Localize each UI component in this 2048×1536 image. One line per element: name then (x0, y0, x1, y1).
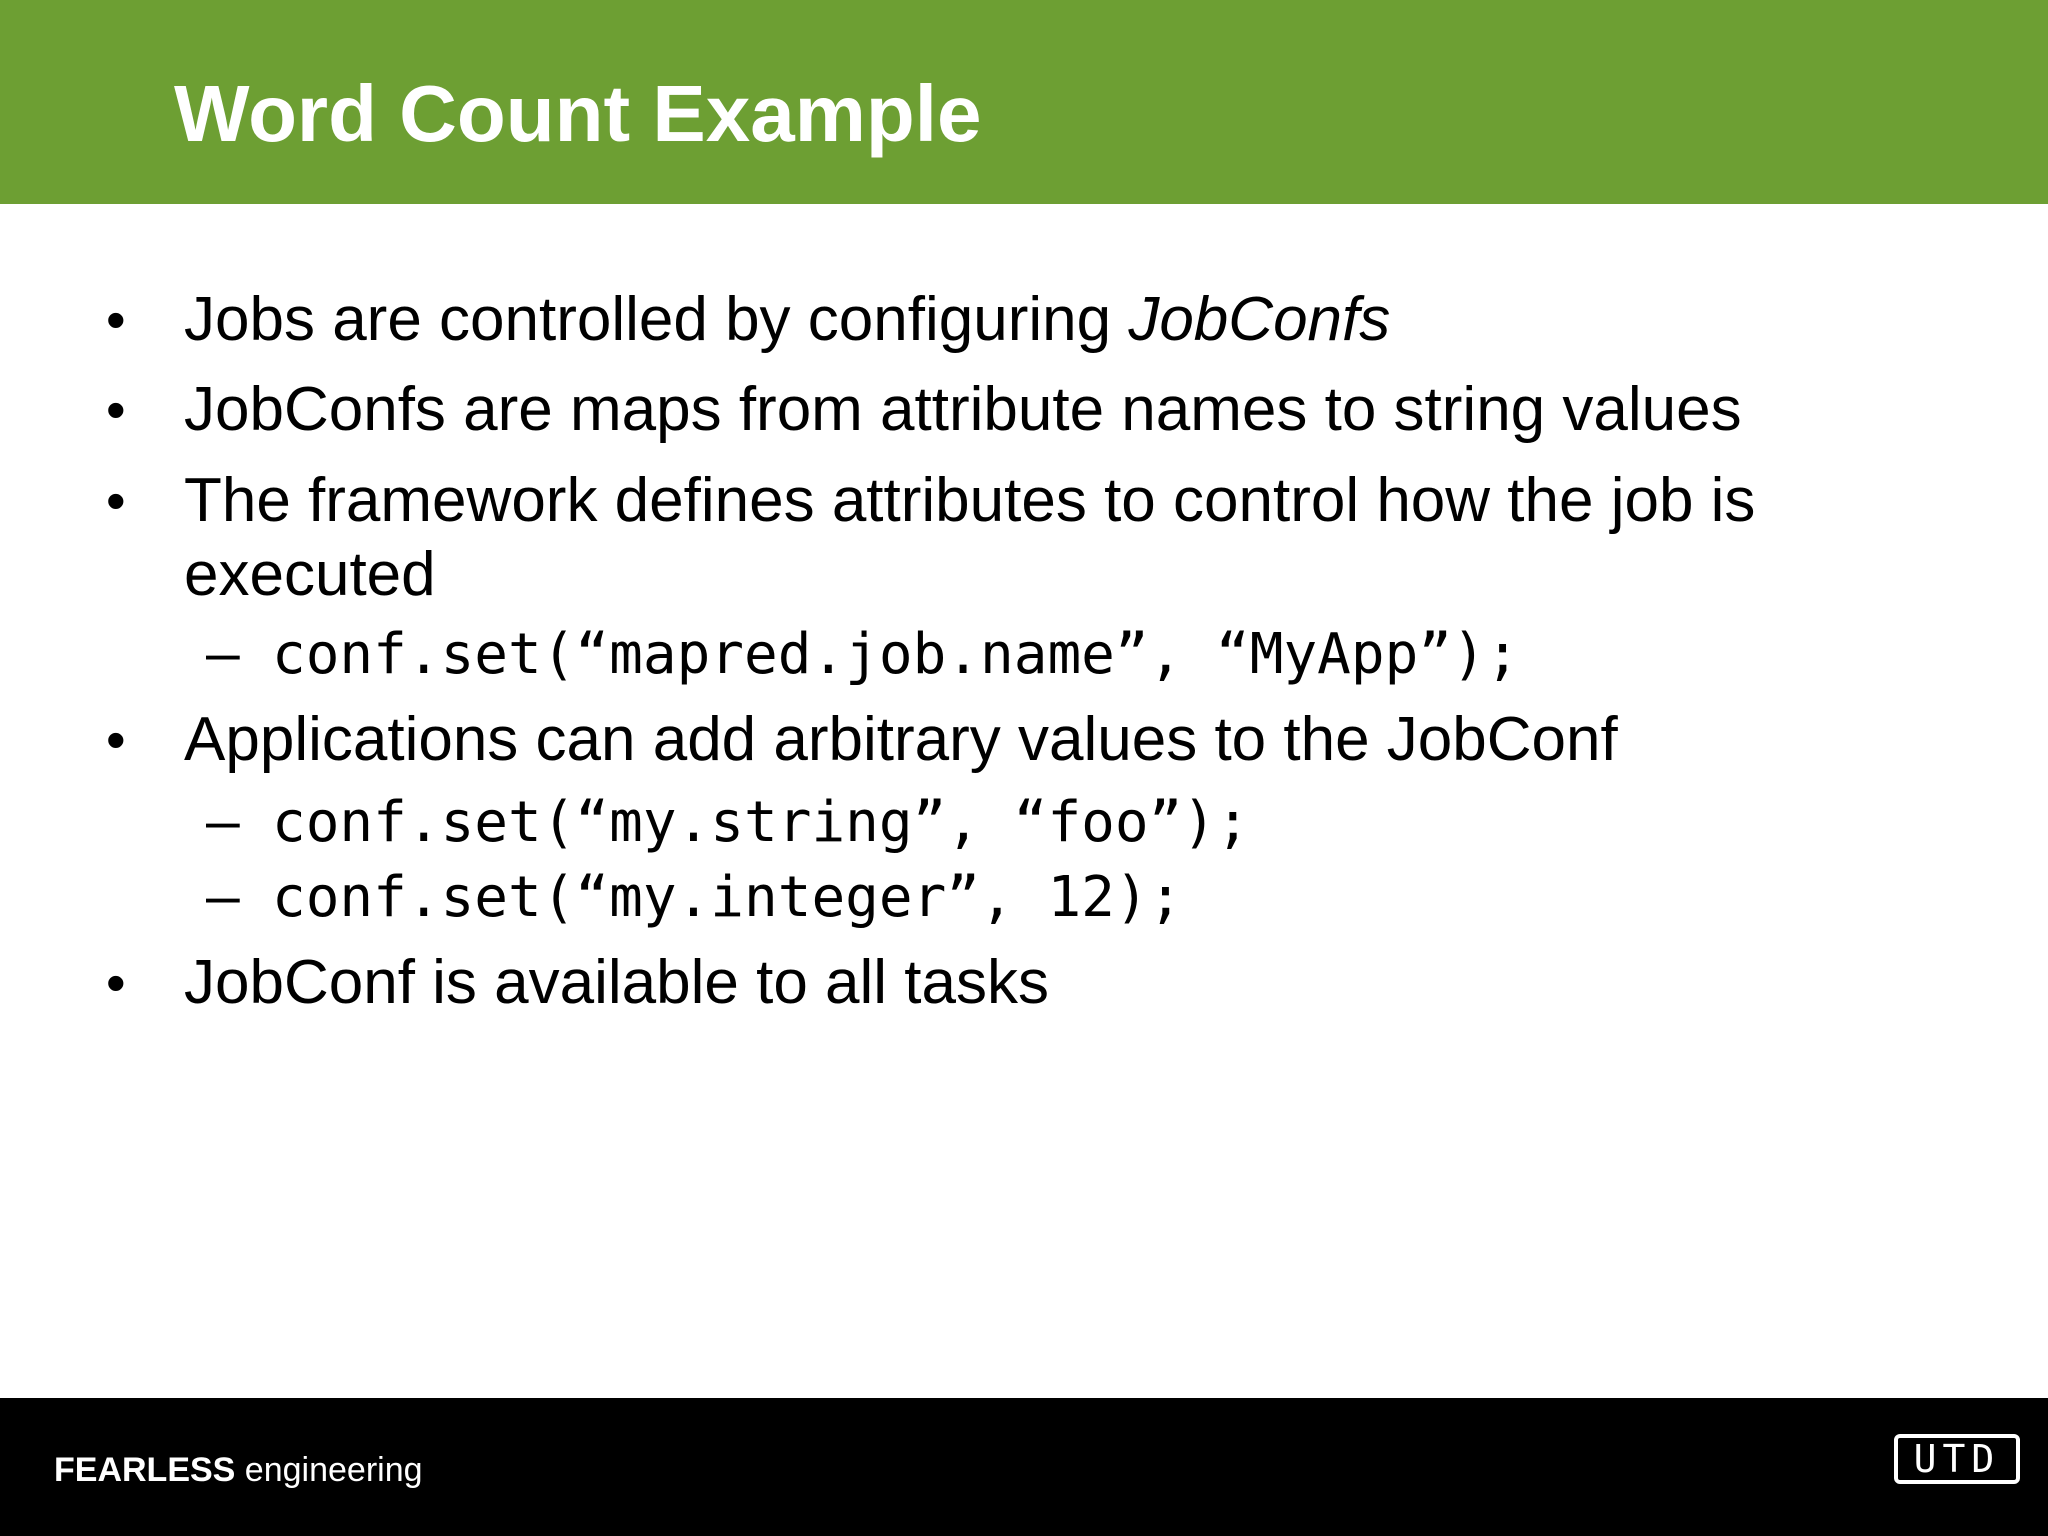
bullet-text-emphasis: JobConfs (1128, 285, 1391, 354)
bullet-text-line: executed (184, 540, 436, 609)
bullet-marker: • (106, 378, 126, 441)
utd-logo (1894, 1434, 2020, 1484)
bullet-marker: • (106, 288, 126, 351)
sub-item-marker: – (206, 865, 240, 930)
footer-brand-bold: FEARLESS (54, 1451, 236, 1489)
bullet-text: JobConfs are maps from attribute names to string values (184, 375, 1742, 444)
footer-bar (0, 1398, 2048, 1536)
code-snippet: conf.set(“my.integer”, 12); (272, 865, 1183, 930)
footer-brand-rest: engineering (235, 1451, 423, 1489)
code-snippet: conf.set(“my.string”, “foo”); (272, 790, 1250, 855)
sub-item-marker: – (206, 790, 240, 855)
bullet-text: Applications can add arbitrary values to the JobConf (184, 705, 1618, 774)
bullet-marker: • (106, 708, 126, 771)
slide-title: Word Count Example (174, 69, 982, 158)
bullet-marker: • (106, 469, 126, 532)
bullet-marker: • (106, 951, 126, 1014)
bullet-text (184, 283, 1390, 357)
bullet-text-line: The framework defines attributes to control how the job is (184, 466, 1756, 535)
bullet-text: JobConf is available to all tasks (184, 948, 1050, 1017)
bullet-text (184, 464, 1755, 612)
footer-brand (54, 1450, 423, 1490)
utd-logo-text: UTD (1913, 1437, 2001, 1481)
code-snippet: conf.set(“mapred.job.name”, “MyApp”); (272, 622, 1520, 687)
bullet-text-plain: Jobs are controlled by configuring (184, 285, 1129, 354)
sub-item-marker: – (206, 622, 240, 687)
